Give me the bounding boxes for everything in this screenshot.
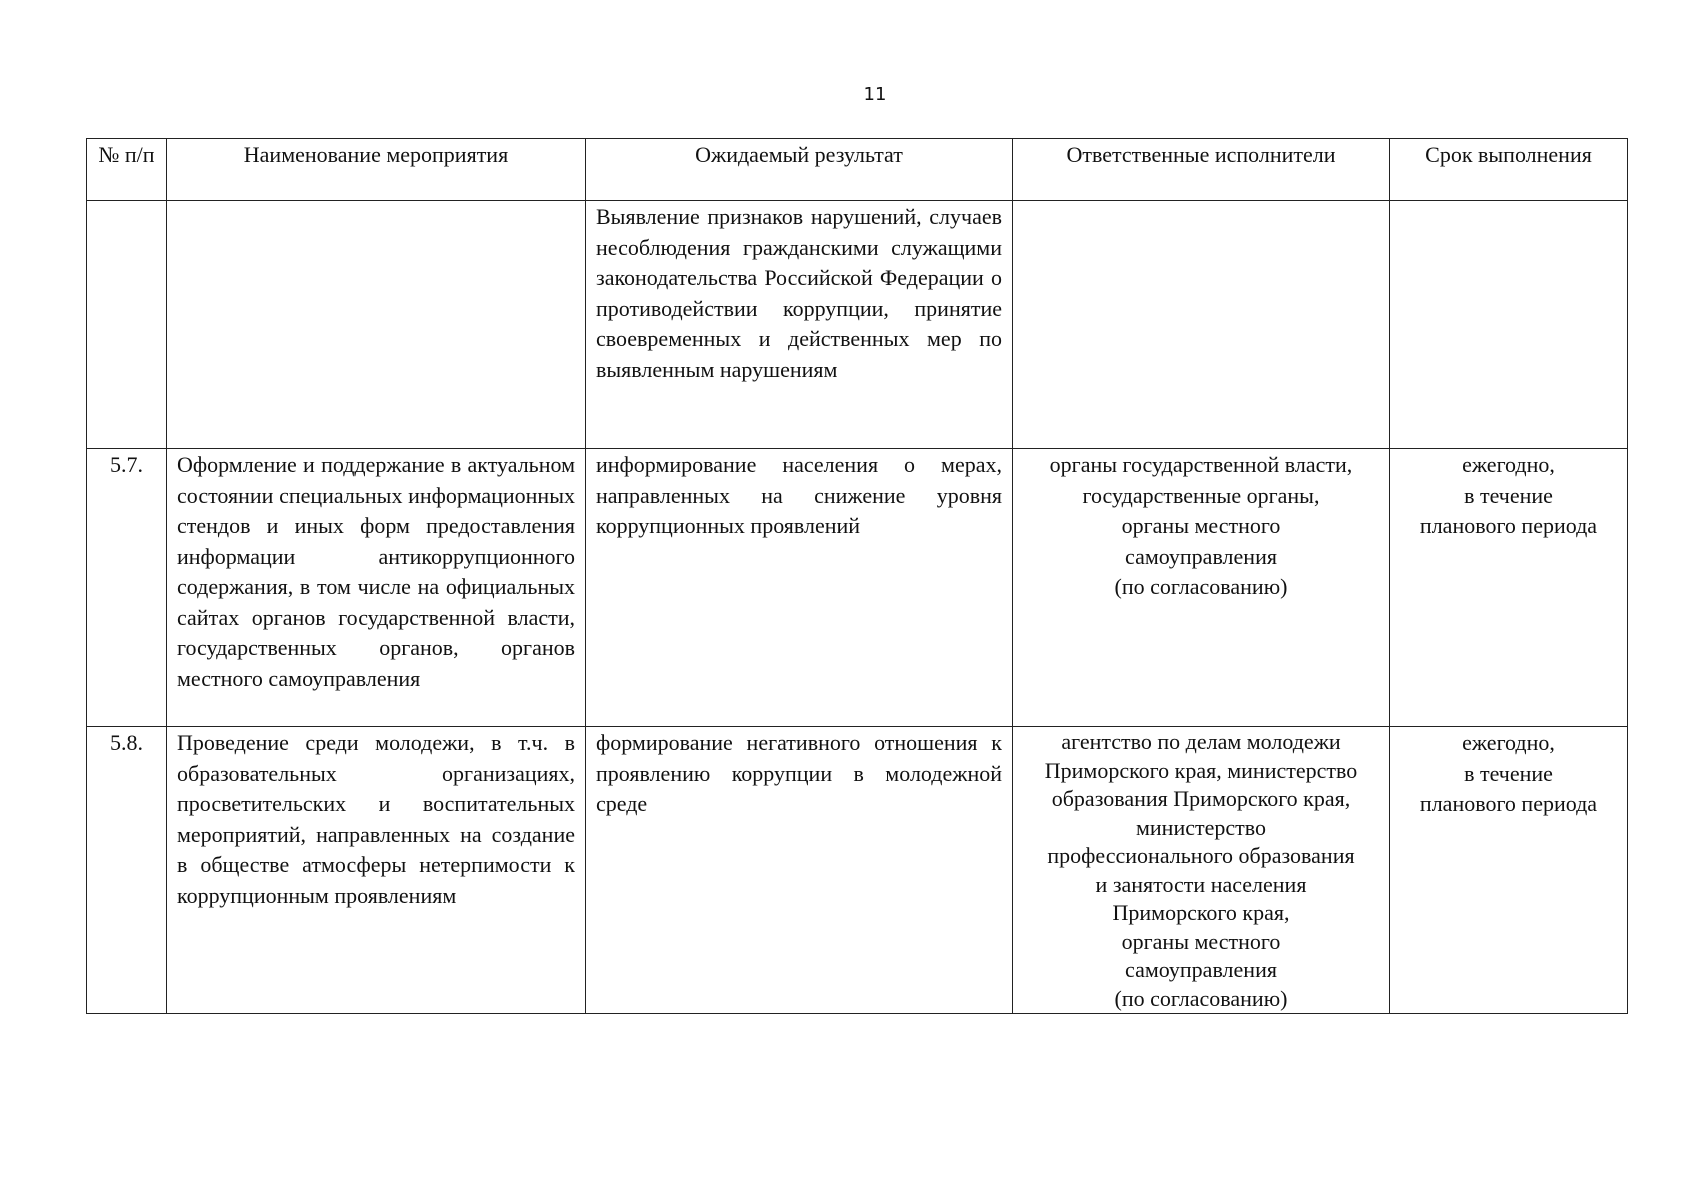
row-result: формирование негативного отношения к проявлению коррупции в молодежной среде: [586, 727, 1013, 1014]
executor-line: органы государственной власти,: [1049, 452, 1353, 477]
row-event: Оформление и поддержание в актуальном состоянии специальных информационных стендов и иных форм предоставления информации антикоррупционного содержания, в том числе на официальных сайтах органов государственной власти, государственных органов, органов местного самоуправления: [167, 449, 586, 727]
header-event: Наименование мероприятия: [167, 139, 586, 201]
executor-line: агентство по делам молодежи: [1061, 729, 1341, 754]
page-number: 11: [863, 84, 887, 105]
header-executors: Ответственные исполнители: [1013, 139, 1390, 201]
executor-line: Приморского края, министерство: [1044, 757, 1358, 783]
header-number: № п/п: [87, 139, 167, 201]
deadline-line: планового периода: [1419, 513, 1598, 538]
row-number: 5.7.: [87, 449, 167, 727]
executor-line: и занятости населения: [1095, 871, 1307, 897]
executor-line: Приморского края,: [1112, 900, 1290, 925]
header-result: Ожидаемый результат: [586, 139, 1013, 201]
deadline-line: в течение: [1464, 482, 1553, 508]
executor-line: министерство: [1135, 814, 1266, 840]
deadline-line: ежегодно,: [1462, 730, 1555, 755]
deadline-line: планового периода: [1419, 791, 1598, 816]
table-header-row: [87, 139, 1628, 201]
row-executors: [1013, 727, 1390, 1014]
table-row: [87, 449, 1628, 727]
executor-line: (по согласованию): [1114, 574, 1288, 599]
table-row: [87, 727, 1628, 1014]
row-deadline: [1390, 449, 1628, 727]
executor-line: самоуправления: [1125, 543, 1277, 569]
executor-line: органы местного: [1121, 928, 1281, 954]
row-number: 5.8.: [87, 727, 167, 1014]
row-executors: [1013, 449, 1390, 727]
header-deadline: Срок выполнения: [1390, 139, 1628, 201]
row-event: Проведение среди молодежи, в т.ч. в образовательных организациях, просветительских и воспитательных мероприятий, направленных на создание в обществе атмосферы нетерпимости к коррупционным проявлениям: [167, 727, 586, 1014]
row-result: Выявление признаков нарушений, случаев несоблюдения гражданскими служащими законодательства Российской Федерации о противодействии коррупции, принятие своевременных и действенных мер по выявленным нарушениям: [586, 201, 1013, 449]
executor-line: самоуправления: [1125, 957, 1277, 982]
executor-line: органы местного: [1121, 513, 1281, 538]
row-executors: [1013, 201, 1390, 449]
activity-plan-table: [86, 138, 1628, 1014]
row-deadline: [1390, 727, 1628, 1014]
row-deadline: [1390, 201, 1628, 449]
executor-line: образования Приморского края,: [1051, 786, 1351, 811]
executor-line: профессионального образования: [1047, 843, 1355, 868]
executor-line: (по согласованию): [1114, 985, 1288, 1011]
deadline-line: в течение: [1464, 760, 1553, 786]
executor-line: государственные органы,: [1082, 482, 1320, 508]
row-number: [87, 201, 167, 449]
table-row: [87, 201, 1628, 449]
deadline-line: ежегодно,: [1462, 452, 1555, 477]
row-result: информирование населения о мерах, направленных на снижение уровня коррупционных проявлений: [586, 449, 1013, 727]
row-event: [167, 201, 586, 449]
